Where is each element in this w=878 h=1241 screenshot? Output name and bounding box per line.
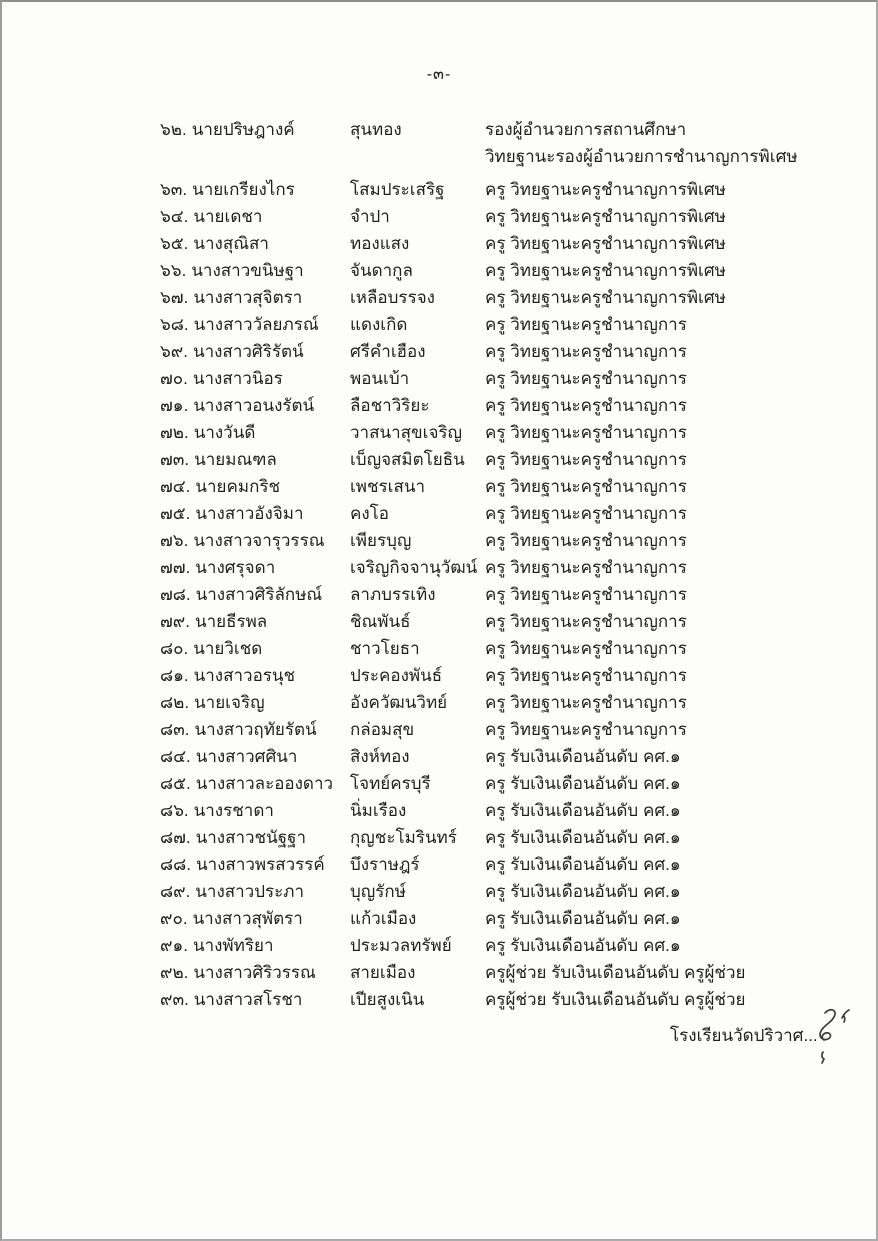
entry-position xyxy=(485,284,840,311)
entry-position-line: ครู รับเงินเดือนอันดับ คศ.๑ xyxy=(485,774,681,793)
roster-row xyxy=(160,959,840,986)
entry-position-line: ครู วิทยฐานะครูชำนาญการ xyxy=(485,315,687,334)
roster-row xyxy=(160,473,840,500)
entry-surname: เพียรบุญ xyxy=(350,531,412,550)
entry-number: ๘๙. xyxy=(160,882,191,901)
entry-number: ๘๔. xyxy=(160,747,191,766)
entry-surname: โจทย์ครบุรี xyxy=(350,774,431,793)
entry-position-line: ครู วิทยฐานะครูชำนาญการ xyxy=(485,585,687,604)
entry-position xyxy=(485,203,840,230)
entry-number-and-name xyxy=(160,797,350,824)
entry-number-and-name xyxy=(160,743,350,770)
entry-surname: นิ่มเรือง xyxy=(350,801,407,820)
entry-name: นางศรุจดา xyxy=(195,558,276,577)
roster-row xyxy=(160,743,840,770)
roster-row xyxy=(160,932,840,959)
entry-number: ๘๓. xyxy=(160,720,190,739)
entry-position-line: ครู วิทยฐานะครูชำนาญการพิเศษ xyxy=(485,261,726,280)
roster-row xyxy=(160,176,840,203)
entry-number-and-name xyxy=(160,392,350,419)
entry-position xyxy=(485,662,840,689)
entry-number-and-name xyxy=(160,446,350,473)
entry-name: นางสาววัลยภรณ์ xyxy=(193,315,319,334)
entry-number: ๘๑. xyxy=(160,666,189,685)
entry-number-and-name xyxy=(160,986,350,1013)
entry-name: นางสาวสุพัตรา xyxy=(192,909,303,928)
entry-position-line: ครู วิทยฐานะครูชำนาญการ xyxy=(485,558,687,577)
entry-position xyxy=(485,338,840,365)
signature-mark xyxy=(798,1004,860,1070)
entry-surname: ชิณพันธ์ xyxy=(350,612,411,631)
entry-number: ๙๒. xyxy=(160,963,189,982)
entry-position xyxy=(485,608,840,635)
entry-position-line: ครู วิทยฐานะครูชำนาญการ xyxy=(485,639,687,658)
entry-position xyxy=(485,716,840,743)
entry-number-and-name xyxy=(160,959,350,986)
entry-surname: พอนเบ้า xyxy=(350,369,410,388)
entry-number-and-name xyxy=(160,824,350,851)
entry-number: ๘๐. xyxy=(160,639,189,658)
roster-row xyxy=(160,116,840,170)
roster-row xyxy=(160,851,840,878)
entry-surname: สายเมือง xyxy=(350,963,416,982)
roster-row xyxy=(160,608,840,635)
entry-position xyxy=(485,905,840,932)
entry-number-and-name xyxy=(160,635,350,662)
entry-position-line: ครู รับเงินเดือนอันดับ คศ.๑ xyxy=(485,747,681,766)
entry-name: นางสาวสุจิตรา xyxy=(193,288,303,307)
entry-name: นางสาวอนงรัตน์ xyxy=(193,396,315,415)
entry-number-and-name xyxy=(160,230,350,257)
entry-number: ๘๗. xyxy=(160,828,191,847)
entry-number: ๗๖. xyxy=(160,531,189,550)
entry-number-and-name xyxy=(160,554,350,581)
roster-row xyxy=(160,662,840,689)
entry-position-line: ครู วิทยฐานะครูชำนาญการ xyxy=(485,612,687,631)
entry-position xyxy=(485,743,840,770)
entry-surname: เบ็ญจสมิตโยธิน xyxy=(350,450,465,469)
entry-surname: เปียสูงเนิน xyxy=(350,990,425,1009)
entry-surname: กล่อมสุข xyxy=(350,720,415,739)
entry-number-and-name xyxy=(160,770,350,797)
entry-position xyxy=(485,554,840,581)
entry-number: ๘๕. xyxy=(160,774,191,793)
entry-name: นางสาวพรสวรรค์ xyxy=(195,855,325,874)
entry-position xyxy=(485,116,840,170)
entry-position xyxy=(485,635,840,662)
entry-number: ๖๔. xyxy=(160,207,189,226)
entry-surname: ประมวลทรัพย์ xyxy=(350,936,452,955)
entry-number: ๗๙. xyxy=(160,612,190,631)
roster-row xyxy=(160,203,840,230)
entry-number-and-name xyxy=(160,716,350,743)
entry-number: ๖๘. xyxy=(160,315,189,334)
entry-number: ๖๖. xyxy=(160,261,187,280)
entry-position-line: ครู วิทยฐานะครูชำนาญการ xyxy=(485,504,687,523)
entry-position-line: ครูผู้ช่วย รับเงินเดือนอันดับ ครูผู้ช่วย xyxy=(485,990,746,1009)
entry-number-and-name xyxy=(160,851,350,878)
entry-number: ๗๒. xyxy=(160,423,189,442)
entry-name: นางรชาดา xyxy=(193,801,274,820)
entry-number-and-name xyxy=(160,662,350,689)
entry-surname: จำปา xyxy=(350,207,390,226)
entry-number: ๖๗. xyxy=(160,288,189,307)
roster-row xyxy=(160,905,840,932)
roster-row xyxy=(160,986,840,1013)
entry-position-line: ครู วิทยฐานะครูชำนาญการพิเศษ xyxy=(485,180,726,199)
roster-row xyxy=(160,419,840,446)
entry-number: ๗๕. xyxy=(160,504,191,523)
roster-row xyxy=(160,311,840,338)
entry-number-and-name xyxy=(160,500,350,527)
entry-number: ๘๘. xyxy=(160,855,191,874)
entry-position-line: ครู วิทยฐานะครูชำนาญการพิเศษ xyxy=(485,288,726,307)
entry-number-and-name xyxy=(160,932,350,959)
entry-position-line: ครู วิทยฐานะครูชำนาญการ xyxy=(485,396,687,415)
entry-surname: กุญชะโมรินทร์ xyxy=(350,828,457,847)
entry-surname: ชาวโยธา xyxy=(350,639,420,658)
entry-surname: ทองแสง xyxy=(350,234,410,253)
entry-position xyxy=(485,365,840,392)
entry-number: ๙๓. xyxy=(160,990,189,1009)
entry-surname: ประคองพันธ์ xyxy=(350,666,443,685)
personnel-roster-list xyxy=(160,116,840,1013)
entry-name: นางสาวชนัฐฐา xyxy=(195,828,307,847)
entry-name: นายมณฑล xyxy=(194,450,277,469)
entry-name: นายปริษฎางค์ xyxy=(191,120,295,139)
entry-number: ๗๓. xyxy=(160,450,190,469)
entry-name: นางสาวศิริวรรณ xyxy=(193,963,316,982)
entry-number: ๗๗. xyxy=(160,558,191,577)
entry-position-line: ครู รับเงินเดือนอันดับ คศ.๑ xyxy=(485,936,681,955)
entry-number: ๗๑. xyxy=(160,396,189,415)
entry-surname: แดงเกิด xyxy=(350,315,408,334)
entry-name: นายคมกริช xyxy=(195,477,281,496)
entry-position xyxy=(485,770,840,797)
entry-position-line: ครู รับเงินเดือนอันดับ คศ.๑ xyxy=(485,828,681,847)
entry-name: นางสาวนิอร xyxy=(192,369,283,388)
entry-name: นางสาวจารุวรรณ xyxy=(193,531,325,550)
entry-number-and-name xyxy=(160,581,350,608)
entry-position xyxy=(485,932,840,959)
entry-position xyxy=(485,392,840,419)
entry-surname: เหลือบรรจง xyxy=(350,288,435,307)
entry-number-and-name xyxy=(160,905,350,932)
entry-position xyxy=(485,878,840,905)
entry-number: ๗๔. xyxy=(160,477,191,496)
entry-surname: ศรีคำเฮือง xyxy=(350,342,426,361)
roster-row xyxy=(160,500,840,527)
entry-surname: เจริญกิจจานุวัฒน์ xyxy=(350,558,478,577)
entry-surname: จันดากูล xyxy=(350,261,413,280)
entry-name: นางสาวศิริลักษณ์ xyxy=(195,585,323,604)
entry-number-and-name xyxy=(160,365,350,392)
roster-row xyxy=(160,770,840,797)
entry-position-line: ครู วิทยฐานะครูชำนาญการ xyxy=(485,342,687,361)
entry-surname: บุญรักษ์ xyxy=(350,882,406,901)
entry-name: นายเจริญ xyxy=(194,693,265,712)
entry-surname: สิงห์ทอง xyxy=(350,747,410,766)
entry-position xyxy=(485,581,840,608)
entry-number: ๘๖. xyxy=(160,801,189,820)
entry-name: นายเดชา xyxy=(193,207,263,226)
entry-position xyxy=(485,689,840,716)
roster-row xyxy=(160,446,840,473)
entry-position-line: ครู รับเงินเดือนอันดับ คศ.๑ xyxy=(485,801,681,820)
entry-name: นางสาวศศินา xyxy=(195,747,298,766)
entry-position xyxy=(485,230,840,257)
entry-position xyxy=(485,797,840,824)
entry-position xyxy=(485,959,840,986)
roster-row xyxy=(160,338,840,365)
entry-position-line: ครู วิทยฐานะครูชำนาญการ xyxy=(485,423,687,442)
entry-number-and-name xyxy=(160,473,350,500)
roster-row xyxy=(160,554,840,581)
entry-name: นางสาวขนิษฐา xyxy=(191,261,304,280)
roster-row xyxy=(160,365,840,392)
entry-number-and-name xyxy=(160,116,350,143)
entry-position xyxy=(485,851,840,878)
entry-number-and-name xyxy=(160,527,350,554)
entry-position-line: ครู วิทยฐานะครูชำนาญการ xyxy=(485,531,687,550)
entry-position xyxy=(485,176,840,203)
entry-position-line: วิทยฐานะรองผู้อำนวยการชำนาญการพิเศษ xyxy=(485,147,798,166)
entry-number: ๖๕. xyxy=(160,234,189,253)
entry-position-line: ครู วิทยฐานะครูชำนาญการ xyxy=(485,369,687,388)
entry-surname: เพชรเสนา xyxy=(350,477,426,496)
entry-number: ๖๒. xyxy=(160,120,187,139)
entry-name: นางสุณิสา xyxy=(193,234,269,253)
entry-number-and-name xyxy=(160,203,350,230)
school-name-line: โรงเรียนวัดปริวาศ... xyxy=(670,1026,818,1045)
entry-position-line: ครู รับเงินเดือนอันดับ คศ.๑ xyxy=(485,882,681,901)
entry-number: ๖๙. xyxy=(160,342,188,361)
entry-name: นางสาวประภา xyxy=(195,882,305,901)
roster-row xyxy=(160,527,840,554)
entry-position xyxy=(485,500,840,527)
page-number: -๓- xyxy=(426,66,452,83)
entry-number: ๘๒. xyxy=(160,693,190,712)
entry-name: นายเกรียงไกร xyxy=(192,180,295,199)
entry-name: นางพัทริยา xyxy=(192,936,274,955)
entry-surname: อังควัฒนวิทย์ xyxy=(350,693,448,712)
roster-row xyxy=(160,824,840,851)
entry-number-and-name xyxy=(160,878,350,905)
roster-row xyxy=(160,716,840,743)
roster-row xyxy=(160,878,840,905)
roster-row xyxy=(160,392,840,419)
entry-position xyxy=(485,824,840,851)
entry-position-line: ครู วิทยฐานะครูชำนาญการพิเศษ xyxy=(485,234,726,253)
entry-position-line: ครู วิทยฐานะครูชำนาญการ xyxy=(485,477,687,496)
entry-position-line: ครู วิทยฐานะครูชำนาญการ xyxy=(485,450,687,469)
entry-number-and-name xyxy=(160,311,350,338)
entry-position-line: ครู วิทยฐานะครูชำนาญการ xyxy=(485,666,687,685)
entry-number-and-name xyxy=(160,689,350,716)
entry-name: นางสาวศิริรัตน์ xyxy=(192,342,304,361)
entry-name: นายธีรพล xyxy=(194,612,268,631)
entry-surname: คงโอ xyxy=(350,504,390,523)
roster-row xyxy=(160,257,840,284)
roster-row xyxy=(160,689,840,716)
entry-name: นางสาวอรนุช xyxy=(193,666,296,685)
roster-row xyxy=(160,581,840,608)
entry-surname: โสมประเสริฐ xyxy=(350,180,445,199)
entry-number: ๙๑. xyxy=(160,936,188,955)
entry-position-line: ครู วิทยฐานะครูชำนาญการ xyxy=(485,693,687,712)
entry-position-line: ครู รับเงินเดือนอันดับ คศ.๑ xyxy=(485,909,681,928)
entry-number-and-name xyxy=(160,419,350,446)
entry-surname: แก้วเมือง xyxy=(350,909,417,928)
entry-position-line: ครู รับเงินเดือนอันดับ คศ.๑ xyxy=(485,855,681,874)
entry-name: นางสาวสโรชา xyxy=(193,990,303,1009)
entry-number: ๗๘. xyxy=(160,585,191,604)
entry-name: นายวิเชด xyxy=(193,639,263,658)
entry-number: ๖๓. xyxy=(160,180,188,199)
entry-name: นางสาวละอองดาว xyxy=(195,774,334,793)
entry-position xyxy=(485,473,840,500)
entry-position xyxy=(485,527,840,554)
entry-position xyxy=(485,419,840,446)
entry-number: ๙๐. xyxy=(160,909,188,928)
entry-position-line: ครู วิทยฐานะครูชำนาญการ xyxy=(485,720,687,739)
entry-position xyxy=(485,257,840,284)
entry-name: นางสาวอังจิมา xyxy=(195,504,304,523)
roster-row xyxy=(160,797,840,824)
entry-position xyxy=(485,446,840,473)
entry-position-line: ครูผู้ช่วย รับเงินเดือนอันดับ ครูผู้ช่วย xyxy=(485,963,746,982)
entry-position xyxy=(485,311,840,338)
roster-row xyxy=(160,230,840,257)
entry-number-and-name xyxy=(160,338,350,365)
entry-number-and-name xyxy=(160,284,350,311)
entry-surname: ลือชาวิริยะ xyxy=(350,396,430,415)
entry-number-and-name xyxy=(160,257,350,284)
roster-row xyxy=(160,635,840,662)
entry-name: นางสาวฤทัยรัตน์ xyxy=(194,720,317,739)
entry-surname: สุนทอง xyxy=(350,120,402,139)
entry-name: นางวันดี xyxy=(193,423,256,442)
entry-surname: บึงราษฎร์ xyxy=(350,855,420,874)
entry-surname: ลาภบรรเทิง xyxy=(350,585,436,604)
entry-number-and-name xyxy=(160,176,350,203)
entry-number-and-name xyxy=(160,608,350,635)
entry-position-line: รองผู้อำนวยการสถานศึกษา xyxy=(485,120,687,139)
roster-row xyxy=(160,284,840,311)
entry-surname: วาสนาสุขเจริญ xyxy=(350,423,463,442)
entry-number: ๗๐. xyxy=(160,369,188,388)
entry-position-line: ครู วิทยฐานะครูชำนาญการพิเศษ xyxy=(485,207,726,226)
entry-position xyxy=(485,986,840,1013)
